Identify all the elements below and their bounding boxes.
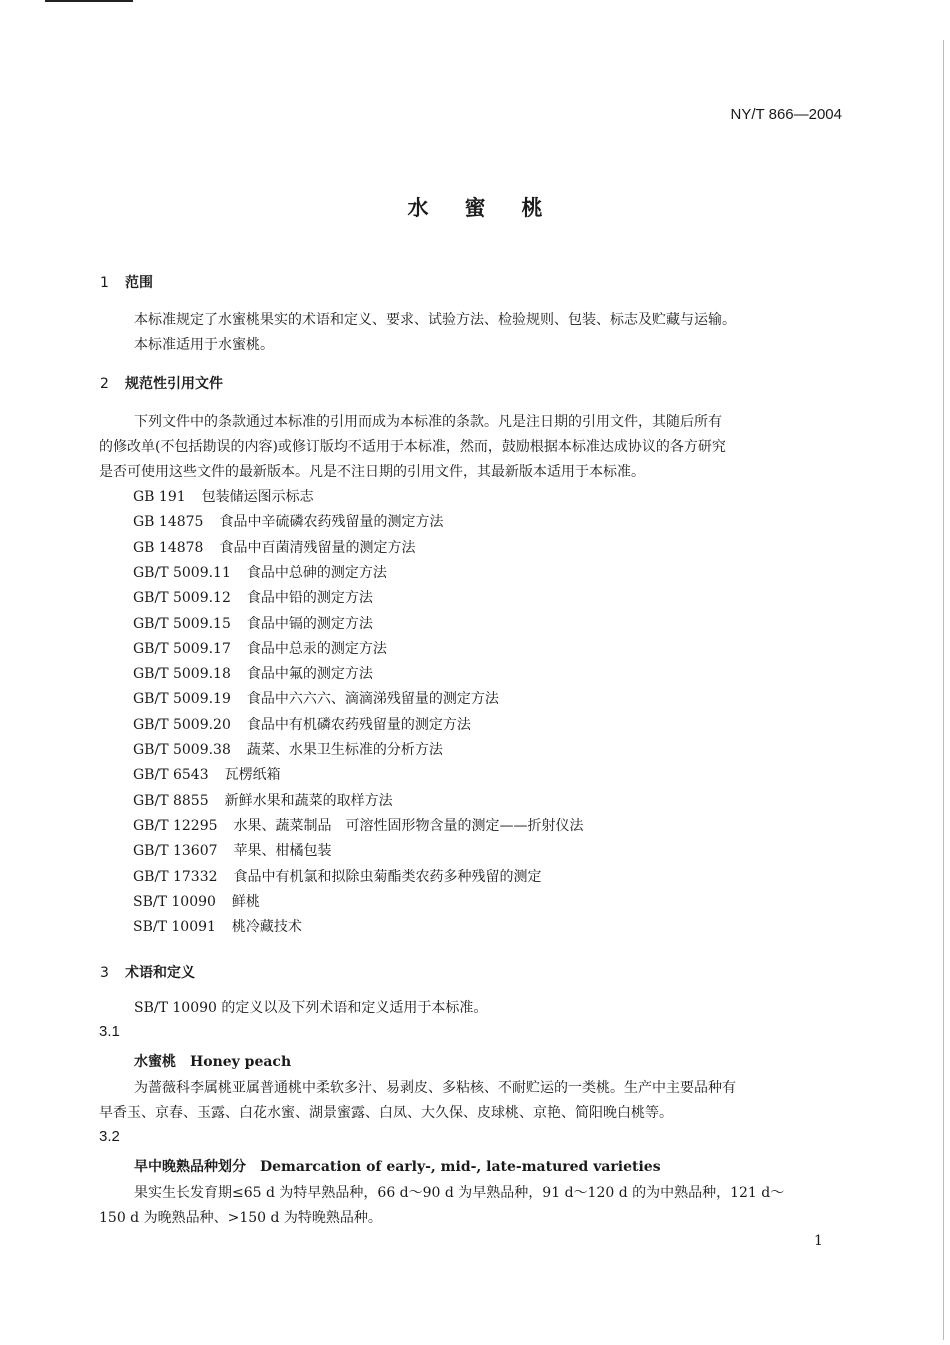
term-3-2-title: 早中晚熟品种划分 Demarcation of early-, mid-, late-matured varieties: [134, 1159, 661, 1175]
reference-code: GB/T 5009.20: [133, 716, 231, 733]
reference-item: [133, 866, 542, 886]
s2-para-line-1: 下列文件中的条款通过本标准的引用而成为本标准的条款。凡是注日期的引用文件，其随后所有: [134, 414, 722, 430]
reference-title: 食品中六六六、滴滴涕残留量的测定方法: [246, 691, 499, 708]
reference-item: [133, 739, 443, 759]
reference-title: 食品中氟的测定方法: [246, 666, 373, 683]
document-title: 水蜜桃: [407, 196, 579, 220]
term-3-1-title: 水蜜桃 Honey peach: [134, 1054, 292, 1070]
reference-title: 包装储运图示标志: [201, 489, 314, 505]
reference-title: 食品中有机磷农药残留量的测定方法: [246, 716, 471, 733]
reference-item: [133, 840, 332, 860]
reference-code: GB/T 6543: [133, 767, 209, 784]
reference-code: GB/T 12295: [133, 817, 218, 834]
s2-para-line-3: 是否可使用这些文件的最新版本。凡是不注日期的引用文件，其最新版本适用于本标准。: [99, 464, 645, 480]
reference-title: 鲜桃: [231, 893, 260, 910]
reference-title: 水果、蔬菜制品 可溶性固形物含量的测定——折射仪法: [233, 817, 584, 834]
reference-code: GB/T 5009.19: [133, 691, 231, 708]
top-rule: [45, 0, 133, 2]
section-1-heading: 1 范围: [100, 275, 153, 291]
reference-code: GB 14875: [133, 514, 204, 531]
reference-title: 食品中总汞的测定方法: [246, 640, 387, 657]
section-2-heading: 2 规范性引用文件: [100, 376, 223, 392]
reference-code: GB/T 8855: [133, 792, 209, 809]
s2-para-line-2: 的修改单(不包括勘误的内容)或修订版均不适用于本标准，然而，鼓励根据本标准达成协议的各方研究: [99, 439, 726, 455]
reference-code: GB/T 5009.17: [133, 640, 231, 657]
reference-item: [133, 764, 281, 784]
reference-code: GB/T 5009.18: [133, 666, 231, 683]
reference-title: 苹果、柑橘包装: [233, 843, 332, 860]
reference-title: 食品中总砷的测定方法: [246, 564, 387, 581]
reference-title: 食品中铅的测定方法: [246, 590, 373, 607]
reference-item: [133, 511, 443, 531]
reference-item: [133, 537, 415, 557]
reference-code: GB/T 13607: [133, 843, 218, 860]
reference-code: GB/T 5009.38: [133, 742, 231, 758]
section-3-heading: 3 术语和定义: [100, 965, 195, 981]
reference-title: 桃冷藏技术: [231, 919, 302, 936]
reference-title: 瓦楞纸箱: [224, 767, 281, 784]
term-3-1-def-line-1: 为蔷薇科李属桃亚属普通桃中柔软多汁、易剥皮、多粘核、不耐贮运的一类桃。生产中主要品种有: [134, 1080, 736, 1096]
reference-code: GB/T 5009.15: [133, 615, 231, 632]
term-3-1-number: 3.1: [99, 1023, 120, 1040]
term-3-1-def-line-2: 早香玉、京春、玉露、白花水蜜、湖景蜜露、白凤、大久保、皮球桃、京艳、简阳晚白桃等。: [99, 1105, 673, 1121]
reference-code: SB/T 10091: [133, 919, 216, 936]
reference-item: [133, 587, 373, 607]
reference-title: 新鲜水果和蔬菜的取样方法: [224, 792, 393, 809]
reference-code: GB/T 5009.12: [133, 590, 231, 607]
reference-item: [133, 815, 584, 835]
reference-code: GB 191: [133, 489, 186, 505]
standard-code: NY/T 866—2004: [730, 106, 842, 123]
reference-title: 食品中镉的测定方法: [246, 615, 373, 632]
reference-item: [133, 916, 302, 936]
term-3-2-def-line-1: 果实生长发育期≤65 d 为特早熟品种，66 d～90 d 为早熟品种，91 d～120 d 的为中熟品种，121 d～: [134, 1185, 785, 1201]
reference-item: [133, 790, 393, 810]
reference-title: 蔬菜、水果卫生标准的分析方法: [246, 742, 443, 758]
reference-title: 食品中有机氯和拟除虫菊酯类农药多种残留的测定: [233, 868, 542, 885]
reference-title: 食品中百菌清残留量的测定方法: [219, 539, 416, 556]
term-3-2-number: 3.2: [99, 1128, 120, 1145]
reference-item: [133, 714, 471, 734]
reference-item: [133, 891, 260, 911]
reference-item: [133, 663, 373, 683]
reference-code: GB/T 17332: [133, 868, 218, 885]
s1-para-2: 本标准适用于水蜜桃。: [134, 337, 274, 353]
reference-item: [133, 638, 387, 658]
reference-item: [133, 688, 499, 708]
term-3-2-def-line-2: 150 d 为晚熟品种、>150 d 为特晚熟品种。: [99, 1210, 382, 1226]
reference-item: [133, 562, 387, 582]
reference-code: SB/T 10090: [133, 893, 216, 910]
s3-intro: SB/T 10090 的定义以及下列术语和定义适用于本标准。: [134, 1000, 488, 1016]
page-edge: [943, 40, 944, 1340]
reference-title: 食品中辛硫磷农药残留量的测定方法: [219, 514, 444, 531]
page-number: 1: [814, 1233, 823, 1249]
reference-code: GB/T 5009.11: [133, 564, 231, 581]
s1-para-1: 本标准规定了水蜜桃果实的术语和定义、要求、试验方法、检验规则、包装、标志及贮藏与运输。: [134, 312, 736, 328]
reference-item: [133, 486, 314, 506]
reference-code: GB 14878: [133, 539, 204, 556]
reference-item: [133, 613, 373, 633]
